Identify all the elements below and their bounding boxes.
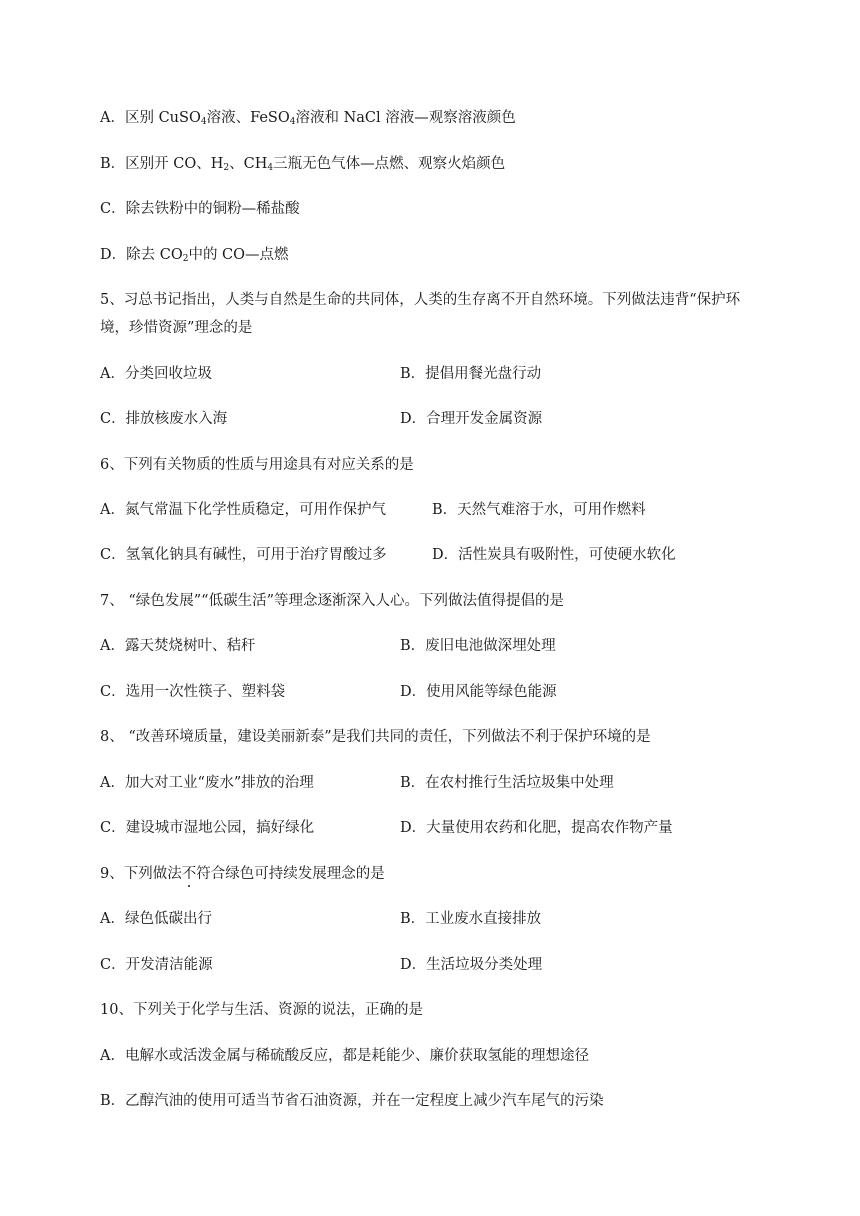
q6-option-b: B．天然气难溶于水，可用作燃料 — [432, 502, 646, 518]
q7-option-b: B．废旧电池做深埋处理 — [400, 638, 556, 654]
q7-stem: 7、 “绿色发展”“低碳生活”等理念逐渐深入人心。下列做法值得提倡的是 — [100, 593, 564, 609]
q7-options-row1 — [100, 636, 556, 656]
q8-option-d: D．大量使用农药和化肥，提高农作物产量 — [400, 820, 673, 836]
q10-option-a: A．电解水或活泼金属与稀硫酸反应，都是耗能少、廉价获取氢能的理想途径 — [100, 1048, 589, 1064]
q6-options-row1 — [100, 500, 646, 520]
q4-option-c: C．除去铁粉中的铜粉—稀盐酸 — [100, 201, 300, 217]
q5-options-row2 — [100, 409, 543, 429]
q5-option-a: A．分类回收垃圾 — [100, 366, 212, 382]
emphasis-dot: 不 — [181, 866, 197, 882]
q8-options-row2 — [100, 818, 673, 838]
q7-option-d: D．使用风能等绿色能源 — [400, 684, 557, 700]
q6-option-c: C．氢氧化钠具有碱性，可用于治疗胃酸过多 — [100, 547, 387, 563]
q9-option-b: B．工业废水直接排放 — [400, 911, 542, 927]
q5-option-d: D．合理开发金属资源 — [400, 411, 543, 427]
q9-options-row2 — [100, 955, 543, 975]
q10-stem: 10、下列关于化学与生活、资源的说法，正确的是 — [100, 1002, 423, 1018]
q4-option-a: A．区别 CuSO$_4$溶液、FeSO$_4$溶液和 NaCl 溶液—观察溶液颜色 — [100, 110, 516, 127]
q8-option-b: B．在农村推行生活垃圾集中处理 — [400, 775, 614, 791]
q4-option-d: D．除去 $CO_2$中的 CO—点燃 — [100, 247, 289, 264]
q9-option-d: D．生活垃圾分类处理 — [400, 957, 543, 973]
q5-stem-line1: 5、习总书记指出，人类与自然是生命的共同体，人类的生存离不开自然环境。下列做法违背“保护环 — [100, 292, 741, 308]
q8-stem: 8、 “改善环境质量，建设美丽新泰”是我们共同的责任，下列做法不利于保护环境的是 — [100, 729, 651, 745]
q8-options-row1 — [100, 773, 614, 793]
q6-option-a: A．氮气常温下化学性质稳定，可用作保护气 — [100, 502, 386, 518]
q9-options-row1 — [100, 909, 542, 929]
q5-stem-line2: 境，珍惜资源”理念的是 — [100, 320, 253, 336]
q8-option-a: A．加大对工业“废水”排放的治理 — [100, 775, 314, 791]
q5-options-row1 — [100, 364, 542, 384]
q5-option-b: B．提倡用餐光盘行动 — [400, 366, 542, 382]
q9-option-c: C．开发清洁能源 — [100, 957, 213, 973]
q8-option-c: C．建设城市湿地公园，搞好绿化 — [100, 820, 315, 836]
q6-option-d: D．活性炭具有吸附性，可使硬水软化 — [432, 547, 676, 563]
q6-options-row2 — [100, 545, 676, 565]
q9-option-a: A．绿色低碳出行 — [100, 911, 212, 927]
q9-stem: 9、下列做法不符合绿色可持续发展理念的是 — [100, 866, 385, 882]
q10-option-b: B．乙醇汽油的使用可适当节省石油资源，并在一定程度上减少汽车尾气的污染 — [100, 1093, 604, 1109]
q7-options-row2 — [100, 682, 557, 702]
q7-option-a: A．露天焚烧树叶、秸秆 — [100, 638, 256, 654]
q7-option-c: C．选用一次性筷子、塑料袋 — [100, 684, 286, 700]
q6-stem: 6、下列有关物质的性质与用途具有对应关系的是 — [100, 457, 414, 473]
q4-option-b: B．区别开 CO、$H_2$、$CH_4$三瓶无色气体—点燃、观察火焰颜色 — [100, 156, 506, 173]
q5-option-c: C．排放核废水入海 — [100, 411, 228, 427]
